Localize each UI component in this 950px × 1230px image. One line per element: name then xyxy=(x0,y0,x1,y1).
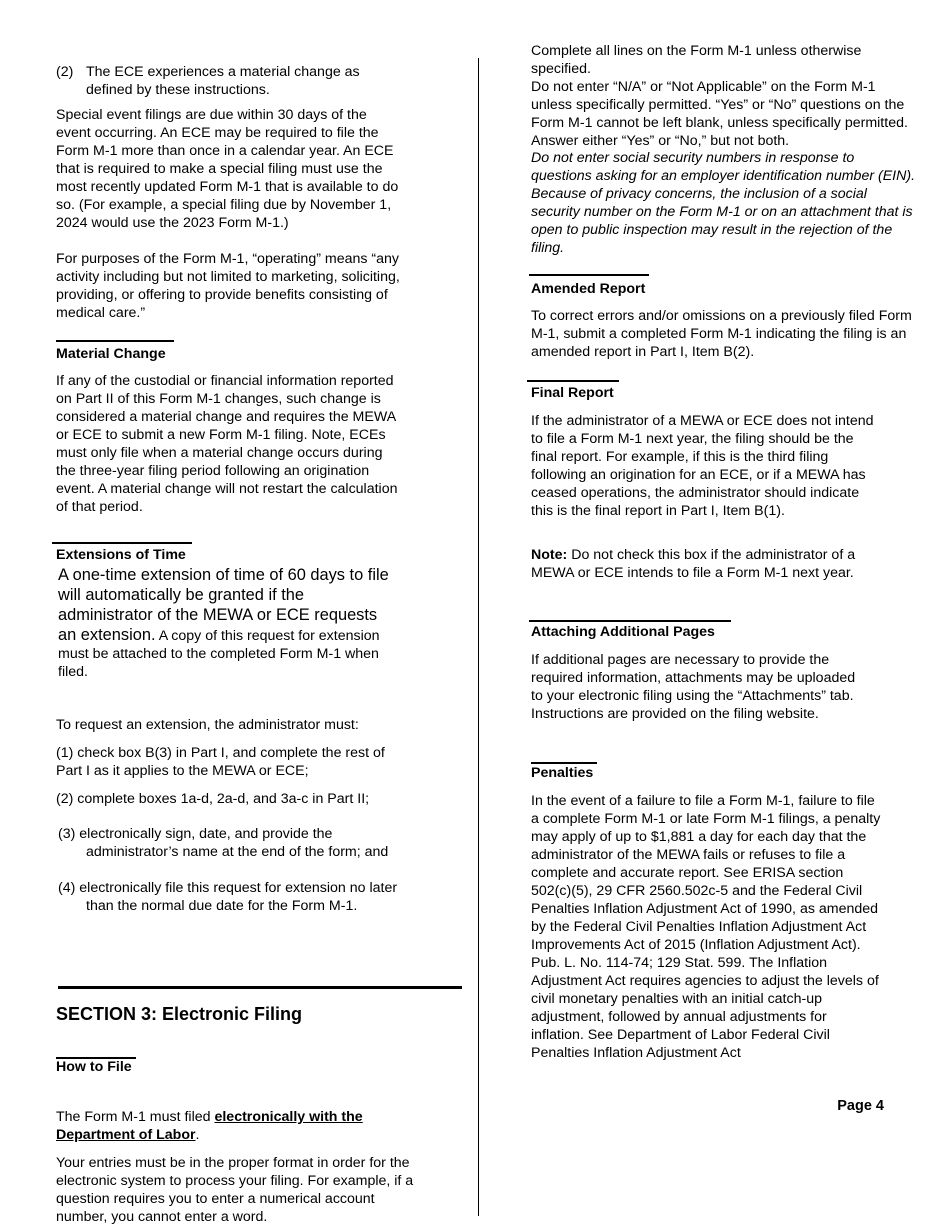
note-paragraph xyxy=(531,546,876,582)
penalties-paragraph: In the event of a failure to file a Form M-1, failure to file a complete Form M-1 or late Form M-1 filings, a penalty may apply of up to $1,881 a day for each day that the administrator of the MEWA fails or refuses to file a complete and accurate report. See ERISA section 502(c)(5), 29 CFR 2560.502c-5 and the Federal Civil Penalties Inflation Adjustment Act of 1990, as amended by the Federal Civil Penalties Inflation Adjustment Act Improvements Act of 2015 (Inflation Adjustment Act). Pub. L. No. 114-74; 129 Stat. 599. The Inflation Adjustment Act requires agencies to adjust the levels of civil monetary penalties with an initial catch-up adjustment, followed by annual adjustments for inflation. See Department of Labor Federal Civil Penalties Inflation Adjustment Act xyxy=(531,793,881,1061)
request-step-4: (4) electronically file this request for extension no later than the normal due date for the Form M-1. xyxy=(58,880,398,914)
material-change-paragraph: If any of the custodial or financial information reported on Part II of this Form M-1 changes, such change is considered a material change and requires the MEWA or ECE to submit a new Form M-1 filing. Note, ECEs must only file when a material change occurs during the three-year filing period following an origination event. A material change will not restart the calculation of that period. xyxy=(56,373,398,515)
operating-definition-paragraph: For purposes of the Form M-1, “operating” means “any activity including but not limited to marketing, soliciting, providing, or offering to provide benefits consisting of medical care.” xyxy=(56,251,400,321)
request-intro: To request an extension, the administrator must: xyxy=(56,717,359,733)
request-step-3: (3) electronically sign, date, and provide the administrator’s name at the end of the form; and xyxy=(58,826,389,860)
heading-rule xyxy=(52,542,192,544)
item-text: The ECE experiences a material change as defined by these instructions. xyxy=(86,64,360,98)
note-label: Note: xyxy=(531,547,568,563)
extensions-paragraph xyxy=(58,565,393,681)
penalties-heading: Penalties xyxy=(531,765,594,781)
note-text: Do not check this box if the administrator of a MEWA or ECE intends to file a Form M-1 next year. xyxy=(531,547,856,581)
amended-report-heading: Amended Report xyxy=(531,281,646,297)
item-number: (2) xyxy=(56,64,74,80)
request-step-1: (1) check box B(3) in Part I, and complete the rest of Part I as it applies to the MEWA or ECE; xyxy=(56,745,385,779)
extensions-large-text: A one-time extension of time of 60 days to file will automatically be granted if the administrator of the MEWA or ECE requests an extension. xyxy=(58,566,389,644)
how-to-file-heading: How to File xyxy=(56,1059,132,1075)
how-to-file-text: The Form M-1 must filed xyxy=(56,1109,215,1125)
extensions-heading: Extensions of Time xyxy=(56,547,186,563)
amended-report-paragraph: To correct errors and/or omissions on a previously filed Form M-1, submit a completed Form M-1 indicating the filing is an amended report in Part I, Item B(2). xyxy=(531,308,912,360)
how-to-file-end: . xyxy=(195,1127,200,1143)
extensions-small-text: A copy of this request for extension must be attached to the completed Form M-1 when filed. xyxy=(58,628,380,680)
complete-lines-paragraph: Complete all lines on the Form M-1 unless otherwise specified. xyxy=(531,43,862,77)
heading-rule xyxy=(527,380,619,382)
section-3-title: SECTION 3: Electronic Filing xyxy=(56,1004,303,1024)
request-step-2: (2) complete boxes 1a-d, 2a-d, and 3a-c in Part II; xyxy=(56,791,370,807)
final-report-paragraph: If the administrator of a MEWA or ECE does not intend to file a Form M-1 next year, the filing should be the final report. For example, if this is the third filing following an origination for an ECE, or if a MEWA has ceased operations, the administrator should indicate this is the final report in Part I, Item B(1). xyxy=(531,413,874,519)
material-change-heading: Material Change xyxy=(56,346,166,362)
final-report-heading: Final Report xyxy=(531,385,614,401)
ssn-paragraph: Do not enter social security numbers in response to questions asking for an employer identification number (EIN). Because of privacy concerns, the inclusion of a social security number on the Form M-1 or on an attachment that is open to public inspection may result in the rejection of the filing. xyxy=(531,150,916,256)
heading-rule xyxy=(529,274,649,276)
how-to-file-paragraph xyxy=(56,1108,401,1144)
special-event-paragraph: Special event filings are due within 30 days of the event occurring. An ECE may be required to file the Form M-1 more than once in a calendar year. An ECE that is required to make a special filing must use the most recently updated Form M-1 that is available to do so. (For example, a special filing due by November 1, 2024 would use the 2023 Form M-1.) xyxy=(56,107,399,231)
section-rule xyxy=(58,986,462,989)
heading-rule xyxy=(56,340,174,342)
column-divider xyxy=(478,58,479,1216)
attaching-pages-heading: Attaching Additional Pages xyxy=(531,624,715,640)
format-paragraph: Your entries must be in the proper format in order for the electronic system to process your filing. For example, if a question requires you to enter a numerical account number, you cannot enter a word. xyxy=(56,1155,414,1225)
na-paragraph: Do not enter “N/A” or “Not Applicable” on the Form M-1 unless specifically permitted. “Yes” or “No” questions on the Form M-1 cannot be left blank, unless specifically permitted. Answer either “Yes” or “No,” but not both. xyxy=(531,79,908,149)
origination-item-2 xyxy=(56,63,396,99)
heading-rule xyxy=(529,620,731,622)
page-number: Page 4 xyxy=(837,1098,884,1114)
electronic-filing-emphasis: electronically with the Department of Labor xyxy=(56,1109,363,1143)
attaching-pages-paragraph: If additional pages are necessary to provide the required information, attachments may be uploaded to your electronic filing using the “Attachments” tab. Instructions are provided on the filing website. xyxy=(531,652,856,722)
